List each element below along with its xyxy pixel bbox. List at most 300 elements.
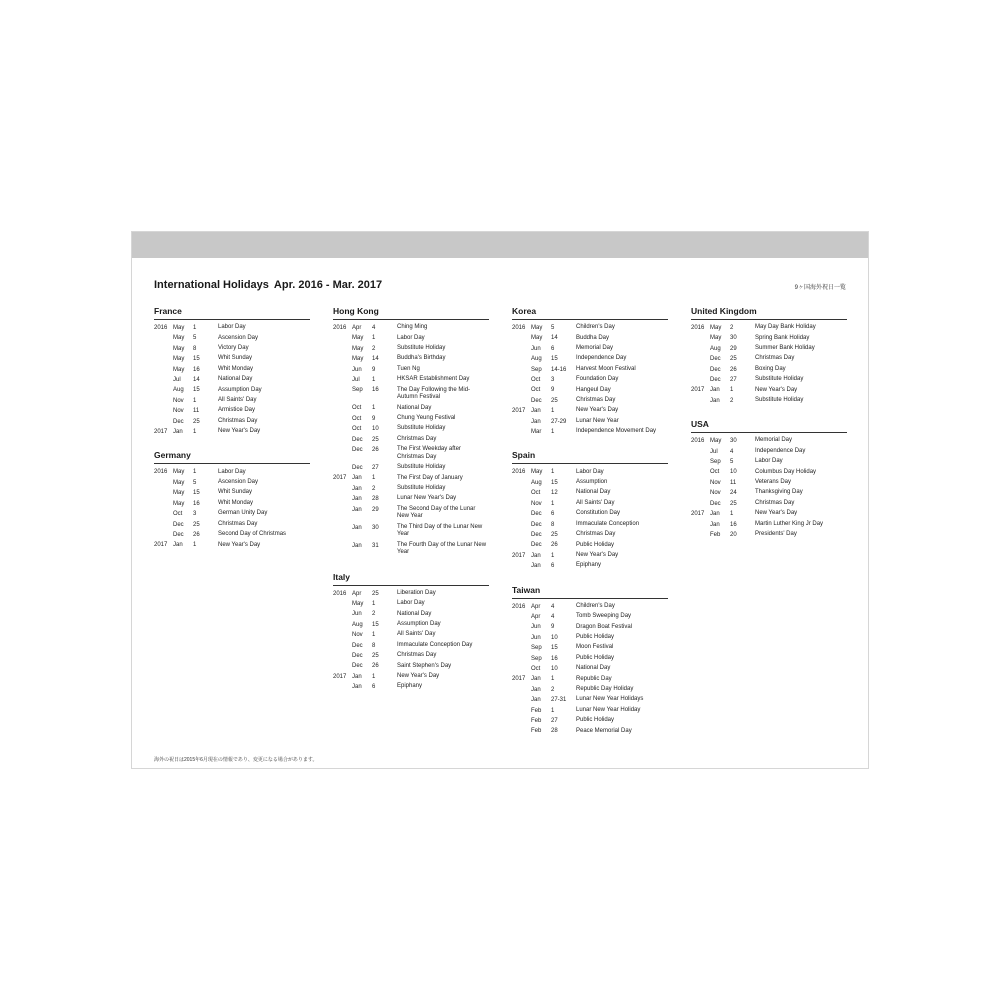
holiday-date: 15 [551, 479, 558, 486]
holiday-row [512, 333, 668, 343]
holiday-year [333, 424, 352, 434]
holiday-year [333, 599, 352, 609]
holiday-date: 11 [730, 479, 737, 486]
holiday-date: 4 [551, 603, 555, 610]
holiday-name: Lunar New Year Holiday [576, 706, 641, 713]
holiday-name: Labor Day [218, 468, 246, 475]
holiday-row [333, 333, 489, 343]
holiday-month: Aug [531, 356, 542, 363]
holiday-year [154, 530, 173, 540]
holiday-date: 8 [372, 642, 376, 649]
holiday-month: Oct [531, 490, 541, 497]
holiday-year [512, 344, 531, 354]
holiday-month: May [173, 490, 185, 497]
holiday-year [512, 622, 531, 632]
holiday-row [691, 385, 847, 395]
holiday-year [154, 385, 173, 395]
holiday-month: Sep [531, 645, 542, 652]
holiday-row [512, 417, 668, 427]
holiday-date: 6 [551, 511, 555, 518]
holiday-month: Dec [173, 521, 184, 528]
holiday-row [512, 706, 668, 716]
holiday-date: 20 [730, 531, 737, 538]
holiday-year [154, 478, 173, 488]
holiday-date: 26 [372, 663, 379, 670]
holiday-year: 2016 [691, 438, 705, 445]
holiday-name: National Day [397, 404, 432, 411]
holiday-date: 27 [372, 465, 379, 471]
holiday-row [333, 599, 489, 609]
holiday-row [333, 641, 489, 651]
country-name: Taiwan [512, 585, 668, 599]
holiday-year [512, 488, 531, 498]
country-block [154, 306, 310, 437]
holiday-row [512, 385, 668, 395]
holiday-row [512, 344, 668, 354]
holiday-month: Feb [531, 707, 542, 714]
holiday-date: 28 [551, 728, 558, 735]
holiday-name: Memorial Day [576, 345, 614, 351]
holiday-date: 24 [730, 490, 737, 497]
holiday-year [512, 333, 531, 343]
holiday-date: 3 [193, 511, 197, 518]
holiday-name: New Year's Day [218, 428, 261, 435]
country-name: Korea [512, 306, 668, 320]
holiday-row [154, 499, 310, 509]
holiday-year [333, 661, 352, 671]
holiday-date: 8 [193, 345, 197, 352]
holiday-row [154, 520, 310, 530]
holiday-row [512, 365, 668, 375]
holiday-name: National Day [218, 376, 253, 383]
holiday-date: 5 [193, 335, 197, 342]
holiday-row [691, 530, 847, 540]
holiday-name: Christmas Day [218, 417, 258, 424]
holiday-name: Harvest Moon Festival [576, 365, 636, 372]
holiday-date: 16 [193, 366, 200, 373]
holiday-name: Boxing Day [755, 365, 786, 372]
holiday-month: Jun [531, 345, 541, 352]
holiday-row [154, 385, 310, 395]
holiday-name: New Year's Day [218, 541, 261, 548]
holiday-date: 15 [193, 387, 200, 394]
holiday-row [333, 672, 489, 682]
holiday-date: 15 [551, 645, 558, 652]
holiday-year [512, 509, 531, 519]
holiday-year [512, 695, 531, 705]
holiday-name: Labor Day [576, 468, 604, 475]
holiday-name: German Unity Day [218, 510, 268, 517]
holiday-date: 27 [551, 718, 558, 724]
holiday-name: Christmas Day [755, 499, 795, 506]
holiday-row [333, 385, 489, 403]
holiday-name: Substitute Holiday [397, 485, 446, 491]
holiday-name: New Year's Day [755, 386, 798, 393]
holiday-name: Tuen Ng [397, 365, 420, 372]
holiday-month: Nov [173, 397, 184, 404]
holiday-row [154, 396, 310, 406]
holiday-year [333, 414, 352, 424]
holiday-row [512, 685, 668, 695]
holiday-row [512, 602, 668, 612]
holiday-name: Public Holiday [576, 654, 615, 661]
holiday-name: Labor Day [397, 600, 425, 607]
holiday-name: The First Weekday after Christmas Day [397, 446, 461, 460]
holiday-month: Sep [352, 387, 363, 394]
holiday-date: 5 [730, 459, 734, 466]
holiday-year: 2017 [512, 408, 526, 415]
holiday-date: 1 [193, 429, 197, 436]
holiday-name: Foundation Day [576, 376, 619, 383]
holiday-date: 2 [730, 397, 734, 404]
country-name: France [154, 306, 310, 320]
holiday-month: Oct [531, 377, 541, 384]
holiday-row [512, 354, 668, 364]
holiday-date: 1 [372, 405, 376, 412]
holiday-month: Jul [173, 377, 181, 384]
holiday-row [154, 344, 310, 354]
holiday-year [333, 541, 352, 559]
holiday-date: 2 [551, 686, 555, 693]
holiday-year [154, 509, 173, 519]
country-name: Spain [512, 450, 668, 464]
holiday-date: 31 [372, 542, 379, 549]
holiday-month: May [531, 469, 543, 476]
holiday-year [691, 344, 710, 354]
holiday-month: Oct [531, 665, 541, 672]
holiday-row [512, 551, 668, 561]
holiday-name: All Saints' Day [218, 397, 257, 404]
holiday-name: Saint Stephen's Day [397, 662, 452, 669]
holiday-month: Jan [352, 524, 362, 531]
holiday-date: 25 [551, 531, 558, 538]
holiday-month: Nov [173, 408, 184, 415]
holiday-month: Jul [352, 377, 360, 384]
holiday-row [512, 375, 668, 385]
holiday-month: Nov [531, 500, 542, 507]
holiday-row [512, 427, 668, 437]
holiday-row [154, 540, 310, 550]
holiday-name: Public Holiday [576, 633, 615, 640]
holiday-year [691, 499, 710, 509]
holiday-date: 11 [193, 408, 200, 415]
holiday-name: New Year's Day [755, 510, 798, 517]
holiday-name: Liberation Day [397, 589, 436, 596]
holiday-year: 2016 [512, 603, 526, 610]
holiday-name: Substitute Holiday [397, 345, 446, 351]
holiday-month: Dec [173, 531, 184, 538]
holiday-row [333, 424, 489, 434]
holiday-date: 14 [193, 377, 200, 384]
holiday-row [333, 630, 489, 640]
holiday-year: 2017 [691, 511, 705, 518]
holiday-name: Ascension Day [218, 334, 259, 341]
holiday-month: Dec [531, 542, 542, 549]
holiday-name: Spring Bank Holiday [755, 334, 810, 341]
holiday-date: 25 [193, 521, 200, 528]
holiday-date: 14-16 [551, 366, 567, 373]
holiday-name: May Day Bank Holiday [755, 324, 816, 331]
holiday-name: Substitute Holiday [755, 376, 804, 383]
country-name: Italy [333, 572, 489, 586]
holiday-year [333, 403, 352, 413]
holiday-year [333, 445, 352, 463]
holiday-year [691, 530, 710, 540]
holiday-year [512, 478, 531, 488]
holiday-year [512, 664, 531, 674]
holiday-month: Jan [352, 542, 362, 549]
holiday-month: Sep [531, 655, 542, 662]
holiday-month: Jun [531, 624, 541, 631]
holiday-sheet [131, 231, 869, 769]
holiday-year [512, 612, 531, 622]
holiday-name: Lunar New Year Holidays [576, 696, 644, 703]
holiday-row [512, 695, 668, 705]
holiday-name: Public Holiday [576, 541, 615, 548]
holiday-date: 1 [193, 469, 197, 476]
holiday-month: Oct [352, 415, 362, 422]
country-block [691, 419, 847, 540]
holiday-month: Oct [173, 511, 183, 518]
holiday-name: Constitution Day [576, 510, 621, 517]
country-name: USA [691, 419, 847, 433]
holiday-year [512, 540, 531, 550]
holiday-row [691, 375, 847, 385]
holiday-year [512, 706, 531, 716]
holiday-name: Lunar New Year's Day [397, 495, 457, 502]
holiday-row [691, 499, 847, 509]
country-name: Hong Kong [333, 306, 489, 320]
holiday-name: Christmas Day [218, 520, 258, 527]
holiday-date: 10 [730, 469, 737, 476]
holiday-date: 28 [372, 496, 379, 503]
holiday-year: 2016 [333, 325, 347, 331]
holiday-row [333, 541, 489, 559]
holiday-year [333, 484, 352, 494]
holiday-year [154, 417, 173, 427]
holiday-date: 12 [551, 490, 558, 497]
holiday-row [512, 478, 668, 488]
holiday-year: 2017 [154, 429, 168, 436]
holiday-year [154, 520, 173, 530]
column-2 [333, 306, 489, 706]
title-text: International Holidays [154, 279, 269, 291]
holiday-date: 16 [551, 655, 558, 662]
holiday-year [691, 333, 710, 343]
holiday-date: 29 [372, 506, 379, 513]
holiday-name: All Saints' Day [576, 499, 615, 506]
holiday-date: 6 [372, 684, 376, 691]
holiday-row [691, 436, 847, 446]
holiday-row [512, 654, 668, 664]
holiday-year [333, 620, 352, 630]
holiday-year [333, 641, 352, 651]
holiday-row [154, 333, 310, 343]
holiday-year [512, 654, 531, 664]
holiday-month: May [173, 500, 185, 507]
holiday-date: 1 [551, 552, 555, 559]
holiday-date: 1 [372, 335, 376, 342]
holiday-year [691, 467, 710, 477]
holiday-name: Lunar New Year [576, 417, 619, 424]
holiday-year: 2016 [154, 469, 168, 476]
holiday-month: Jun [352, 611, 362, 618]
holiday-year [512, 530, 531, 540]
holiday-year [333, 494, 352, 504]
holiday-date: 2 [372, 345, 376, 352]
holiday-date: 9 [372, 366, 376, 373]
holiday-date: 2 [730, 325, 734, 331]
holiday-month: May [531, 335, 543, 342]
holiday-year [691, 354, 710, 364]
holiday-year [333, 505, 352, 523]
holiday-name: Whit Monday [218, 499, 254, 506]
holiday-month: Aug [531, 479, 542, 486]
holiday-name: Ching Ming [397, 324, 428, 331]
holiday-name: Moon Festival [576, 644, 614, 651]
holiday-name: The Third Day of the Lunar New Year [397, 523, 483, 538]
holiday-date: 26 [372, 447, 379, 454]
holiday-date: 14 [372, 356, 379, 363]
holiday-month: Jan [531, 418, 541, 425]
holiday-year [512, 716, 531, 726]
holiday-name: Tomb Sweeping Day [576, 613, 632, 620]
holiday-month: Feb [531, 718, 542, 724]
holiday-month: Dec [710, 500, 721, 507]
holiday-month: Mar [531, 429, 542, 436]
holiday-month: Dec [173, 418, 184, 425]
holiday-year: 2017 [154, 542, 168, 549]
holiday-name: National Day [576, 489, 611, 496]
holiday-month: Dec [352, 465, 363, 471]
holiday-date: 10 [372, 426, 379, 433]
holiday-year [333, 333, 352, 343]
holiday-name: New Year's Day [576, 551, 619, 558]
header-bar [132, 232, 868, 258]
holiday-name: Ascension Day [218, 479, 259, 486]
holiday-month: Jan [352, 673, 362, 680]
holiday-date: 5 [551, 325, 555, 331]
holiday-name: Public Holiday [576, 717, 615, 724]
holiday-name: Martin Luther King Jr Day [755, 520, 824, 527]
holiday-date: 15 [193, 490, 200, 497]
holiday-row [333, 589, 489, 599]
holiday-name: Independence Movement Day [576, 428, 657, 435]
holiday-date: 9 [551, 387, 555, 394]
column-4 [691, 306, 847, 553]
holiday-row [512, 716, 668, 726]
holiday-month: Jun [531, 634, 541, 641]
holiday-date: 1 [372, 600, 376, 607]
holiday-month: Jan [352, 684, 362, 691]
holiday-date: 1 [730, 511, 734, 518]
holiday-month: Dec [531, 531, 542, 538]
holiday-year [512, 417, 531, 427]
country-block [333, 572, 489, 693]
holiday-name: Whit Sunday [218, 489, 253, 496]
holiday-year: 2016 [154, 325, 168, 331]
holiday-month: May [710, 438, 722, 445]
holiday-year: 2017 [333, 673, 347, 680]
holiday-name: Labor Day [218, 324, 246, 331]
holiday-year [333, 609, 352, 619]
holiday-row [333, 344, 489, 354]
holiday-row [512, 643, 668, 653]
column-3 [512, 306, 668, 750]
holiday-date: 1 [372, 377, 376, 384]
holiday-date: 25 [730, 356, 737, 363]
holiday-row [512, 323, 668, 333]
holiday-month: Jan [352, 496, 362, 503]
holiday-month: Nov [352, 632, 363, 639]
holiday-name: Labor Day [755, 458, 783, 465]
holiday-year [691, 520, 710, 530]
holiday-month: Aug [173, 387, 184, 394]
holiday-date: 25 [193, 418, 200, 425]
holiday-name: Whit Monday [218, 365, 254, 372]
holiday-row [512, 509, 668, 519]
holiday-row [691, 354, 847, 364]
holiday-name: Republic Day Holiday [576, 685, 634, 692]
holiday-year [154, 354, 173, 364]
holiday-date: 1 [193, 542, 197, 549]
holiday-date: 1 [193, 397, 197, 404]
holiday-year [512, 726, 531, 736]
holiday-row [512, 726, 668, 736]
holiday-row [333, 463, 489, 473]
holiday-name: The First Day of January [397, 474, 463, 481]
holiday-name: Buddha's Birthday [397, 355, 446, 362]
holiday-row [333, 651, 489, 661]
holiday-name: Dragon Boat Festival [576, 623, 633, 630]
holiday-date: 25 [372, 436, 379, 443]
holiday-year [512, 499, 531, 509]
holiday-year [512, 365, 531, 375]
holiday-year [512, 427, 531, 437]
holiday-year [154, 365, 173, 375]
holiday-month: May [352, 600, 364, 607]
holiday-row [691, 520, 847, 530]
holiday-name: Assumption Day [218, 386, 262, 393]
holiday-name: Hangeul Day [576, 386, 611, 393]
holiday-date: 4 [551, 613, 555, 620]
holiday-month: May [173, 345, 185, 352]
holiday-month: May [173, 366, 185, 373]
holiday-row [512, 488, 668, 498]
holiday-date: 9 [372, 415, 376, 422]
holiday-name: Republic Day [576, 675, 612, 682]
holiday-row [154, 406, 310, 416]
holiday-month: Jan [173, 429, 183, 436]
country-block [691, 306, 847, 406]
holiday-date: 16 [193, 500, 200, 507]
holiday-date: 2 [372, 485, 376, 492]
holiday-month: Jan [352, 475, 362, 482]
holiday-name: Labor Day [397, 334, 425, 341]
holiday-year [691, 457, 710, 467]
holiday-row [154, 478, 310, 488]
holiday-name: Christmas Day [576, 397, 616, 404]
holiday-row [512, 530, 668, 540]
holiday-year [512, 520, 531, 530]
holiday-date: 6 [551, 345, 555, 352]
holiday-row [512, 612, 668, 622]
holiday-row [154, 417, 310, 427]
holiday-date: 5 [193, 479, 197, 486]
holiday-row [512, 622, 668, 632]
holiday-row [333, 473, 489, 483]
holiday-year [691, 375, 710, 385]
